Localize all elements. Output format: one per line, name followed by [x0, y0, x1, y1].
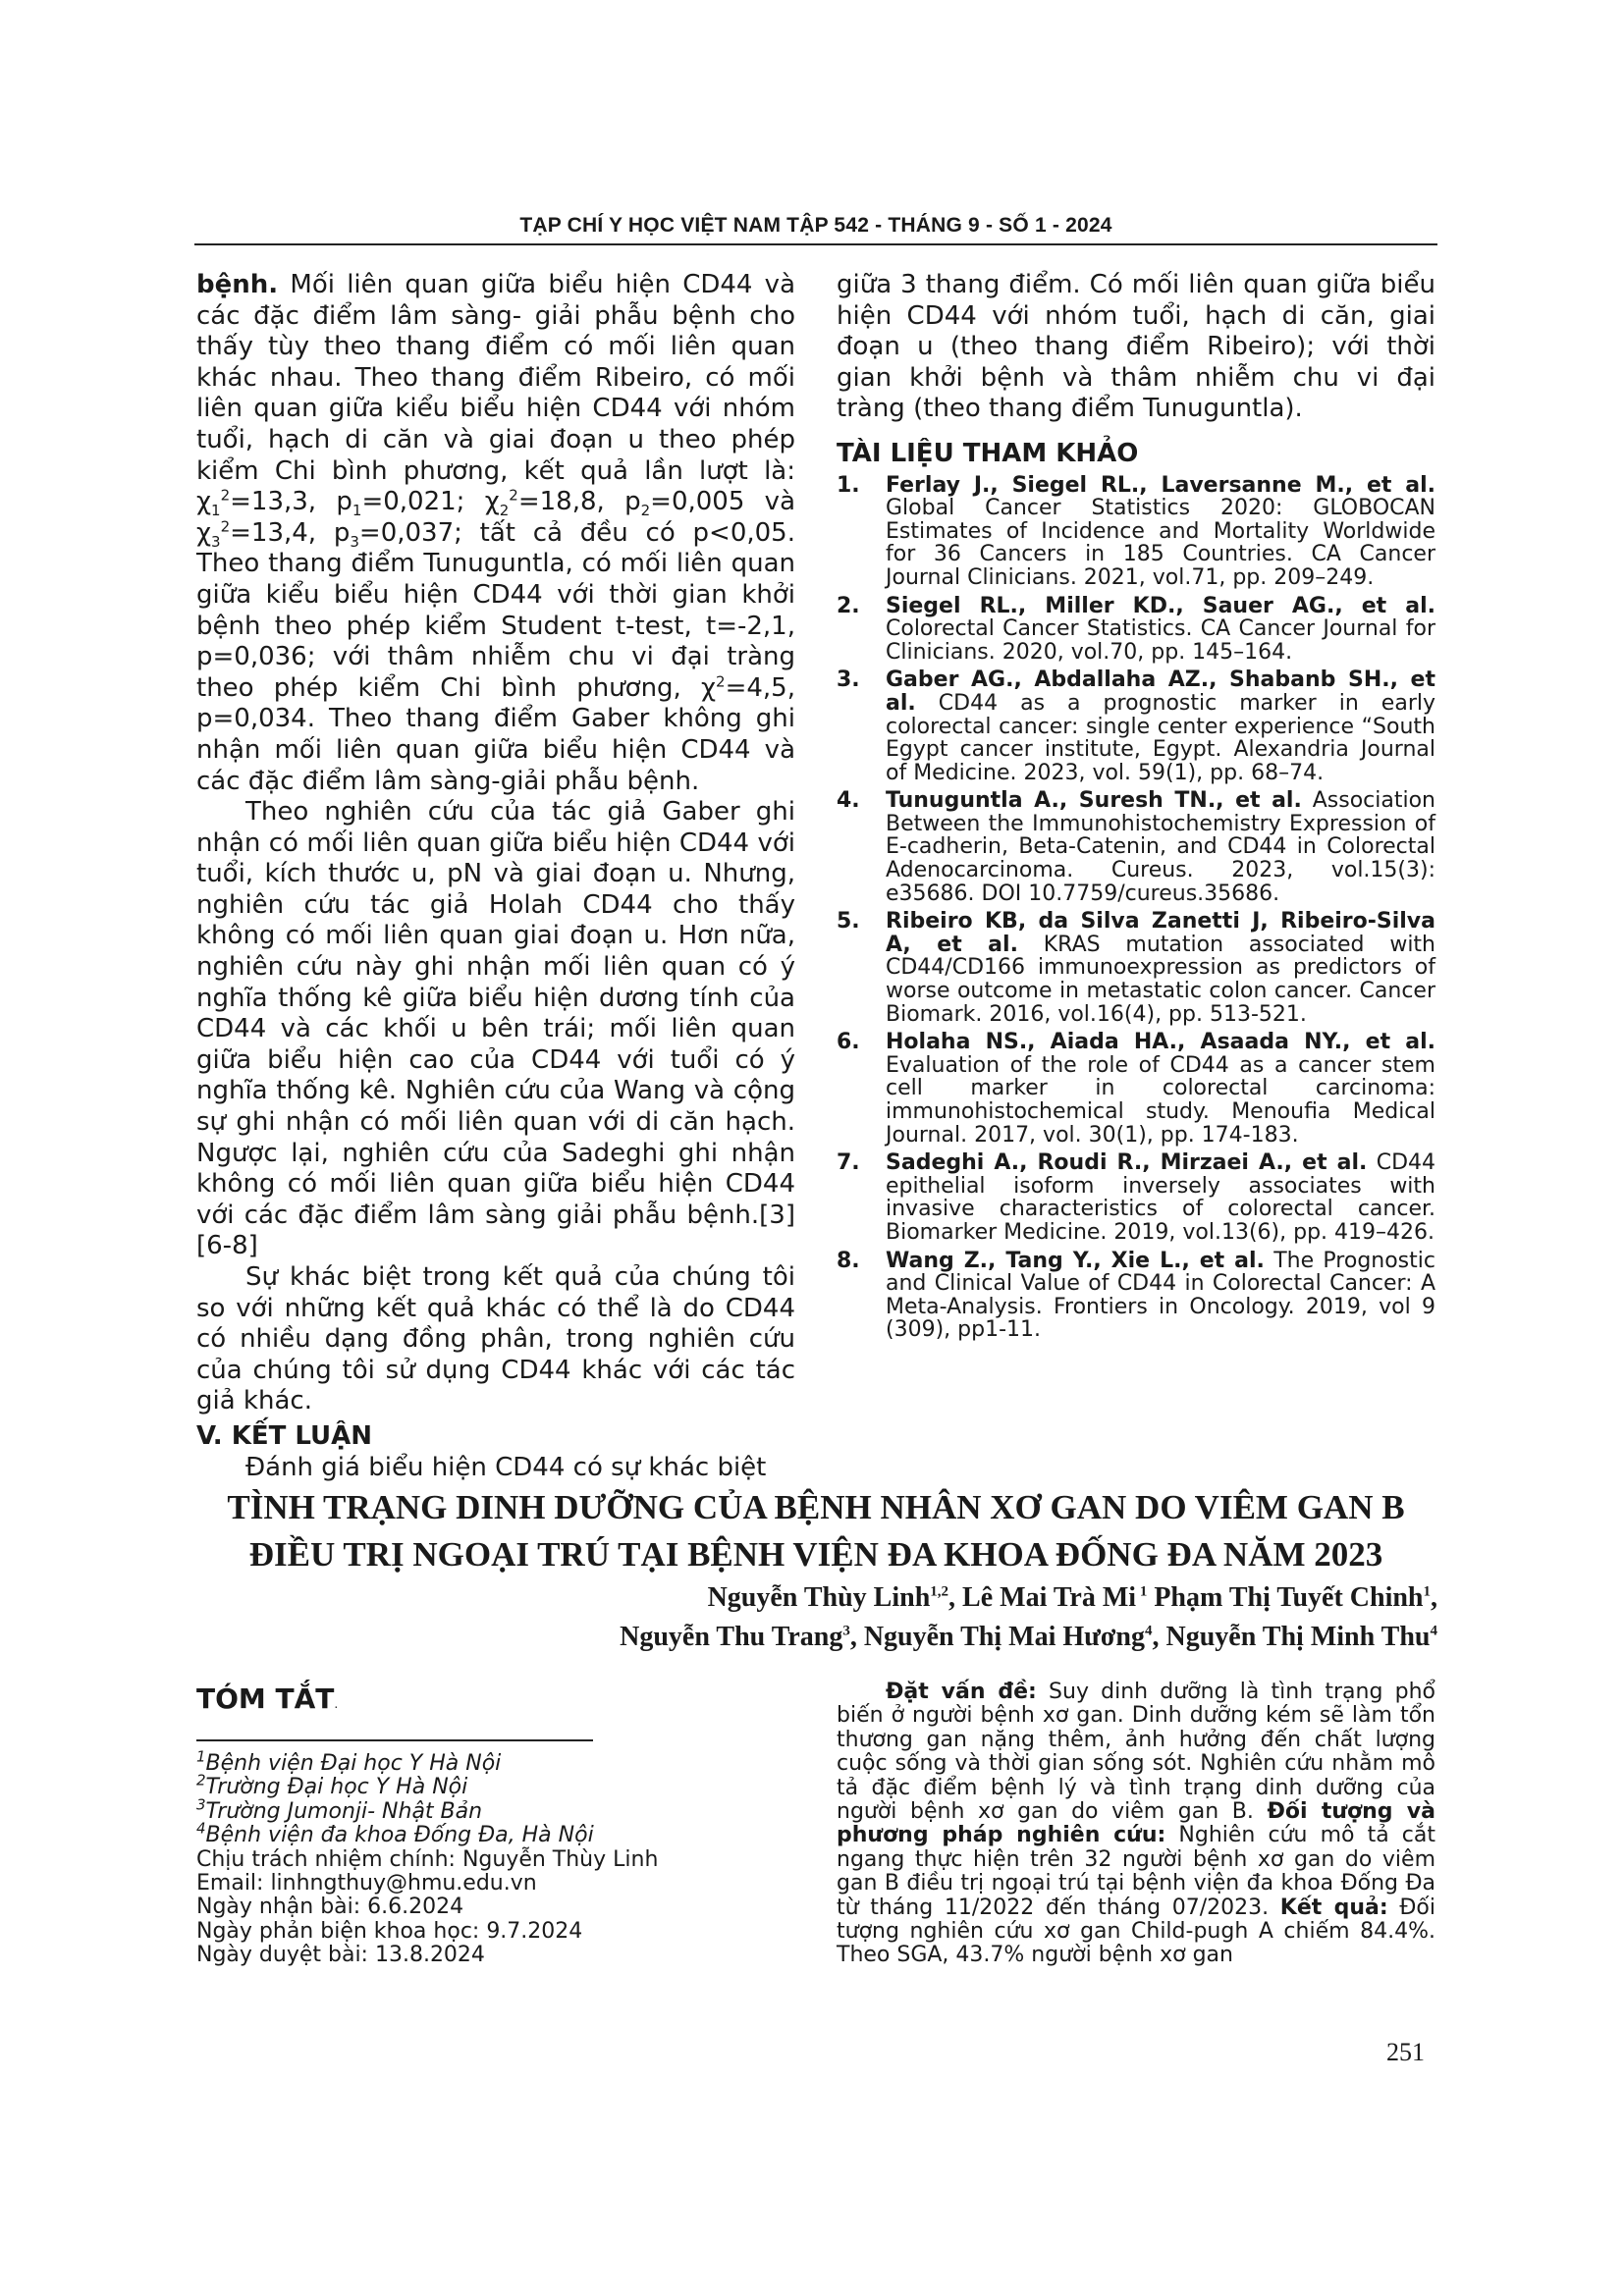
reference-item: [837, 789, 1435, 905]
right-column: [837, 270, 1435, 1347]
affiliations: [196, 1747, 746, 1968]
reference-item: [837, 1250, 1435, 1342]
section-heading-conclusion: V. KẾT LUẬN: [196, 1420, 373, 1451]
contact-line: Chịu trách nhiệm chính: Nguyễn Thùy Linh: [196, 1846, 659, 1872]
affiliation-text: Bệnh viện đa khoa Đống Đa, Hà Nội: [205, 1823, 594, 1848]
reference-text: Global Cancer Statistics 2020: GLOBOCAN Estimates of Incidence and Mortality Worldwide for 36 Cancers in 185 Countries. CA Cancer Journal Clinicians. 2021, vol.71, pp. 209–249.: [886, 496, 1435, 590]
abstract-heading: [196, 1682, 338, 1715]
affiliation-marker: 4: [196, 1819, 206, 1838]
paragraph-lead: bệnh.: [196, 270, 279, 299]
affiliation-item: [196, 1819, 746, 1848]
author-name: , Nguyễn Thị Minh Thu: [1152, 1622, 1431, 1652]
section-heading-references: TÀI LIỆU THAM KHẢO: [837, 438, 1139, 468]
subscript: 1: [211, 502, 221, 520]
reference-item: [837, 1031, 1435, 1147]
reference-authors: Wang Z., Tang Y., Xie L., et al.: [886, 1248, 1265, 1273]
reference-text: Association Between the Immunohistochemistry Expression of E-cadherin, Beta-Catenin, and CD44 in Colorectal Adenocarcinoma. Cureus. 2023, vol.15(3): e35686. DOI 10.7759/cureus.35686.: [886, 788, 1435, 906]
author-name: , Nguyễn Thị Mai Hương: [849, 1622, 1146, 1652]
paragraph-conclusion-continued: giữa 3 thang điểm. Có mối liên quan giữa biểu hiện CD44 với nhóm tuổi, hạch di căn, giai đoạn u (theo thang điểm Ribeiro); với thời gian khởi bệnh và thâm nhiễm chu vi đại tràng (theo thang điểm Tunuguntla).: [837, 270, 1435, 424]
abstract-label-background: Đặt vấn đề:: [886, 1680, 1037, 1704]
reference-authors: Ribeiro KB, da Silva Zanetti J, Ribeiro-Silva A, et al.: [886, 909, 1435, 957]
author-name: Phạm Thị Tuyết Chinh: [1147, 1582, 1424, 1613]
left-column: [196, 270, 795, 1483]
author-affiliation-marker: 1,2: [930, 1583, 949, 1600]
author-affiliation-marker: 4: [1430, 1623, 1437, 1639]
abstract-heading-text: TÓM TẮT: [196, 1682, 335, 1715]
abstract-label-results: Kết quả:: [1279, 1895, 1388, 1920]
paragraph-conclusion: Đánh giá biểu hiện CD44 có sự khác biệt: [245, 1452, 767, 1482]
reference-number: 3.: [837, 667, 860, 693]
reference-item: [837, 668, 1435, 784]
affiliation-item: [196, 1772, 746, 1800]
reference-number: 2.: [837, 593, 860, 618]
affiliation-item: [196, 1747, 746, 1776]
reference-authors: Ferlay J., Siegel RL., Laversanne M., et al.: [886, 472, 1435, 498]
affiliation-item: [196, 1795, 746, 1824]
author-list: [194, 1578, 1437, 1657]
reference-item: [837, 910, 1435, 1026]
author-name: Nguyễn Thùy Linh: [707, 1582, 931, 1613]
text-fragment: =13,4, p: [230, 517, 351, 548]
contact-info: [196, 1848, 746, 1968]
article-title-line-2: ĐIỀU TRỊ NGOẠI TRÚ TẠI BỆNH VIỆN ĐA KHOA ĐỐNG ĐA NĂM 2023: [248, 1535, 1383, 1574]
contact-line: Ngày nhận bài: 6.6.2024: [196, 1895, 464, 1920]
author-line-2: [194, 1618, 1437, 1657]
reference-number: 7.: [837, 1150, 860, 1176]
text-fragment: =0,021; χ: [361, 487, 500, 517]
author-line-1: [194, 1578, 1437, 1618]
text-fragment: =18,8, p: [517, 487, 641, 517]
superscript: 2: [716, 672, 726, 691]
author-affiliation-marker: 1: [1136, 1583, 1148, 1600]
abstract-methods-text: Nghiên cứu mô tả cắt ngang thực hiện trên 32 người bệnh xơ gan do viêm gan B điều trị ngoại trú tại bệnh viện đa khoa Đống Đa từ tháng 11/2022 đến tháng 07/2023.: [837, 1823, 1436, 1920]
affiliation-list: [196, 1747, 746, 1848]
abstract-label-methods: Đối tượng và phương pháp nghiên cứu:: [837, 1799, 1435, 1848]
reference-authors: Tunuguntla A., Suresh TN., et al.: [886, 788, 1302, 814]
reference-number: 6.: [837, 1030, 860, 1055]
reference-number: 8.: [837, 1248, 860, 1273]
subscript: 2: [640, 502, 651, 520]
reference-authors: Siegel RL., Miller KD., Sauer AG., et al.: [886, 593, 1435, 618]
author-affiliation-marker: 3: [842, 1623, 850, 1639]
affiliation-text: Bệnh viện Đại học Y Hà Nội: [205, 1751, 502, 1776]
reference-authors: Gaber AG., Abdallaha AZ., Shabanb SH., et al.: [886, 667, 1435, 716]
superscript: 2: [220, 486, 231, 505]
abstract-heading-dot: .: [334, 1697, 339, 1711]
affiliation-marker: 3: [196, 1795, 206, 1814]
author-name: ,: [1431, 1582, 1437, 1613]
reference-item: [837, 595, 1435, 665]
reference-text: CD44 as a prognostic marker in early colorectal cancer: single center experience “South Egypt cancer institute, Egypt. Alexandria Journal of Medicine. 2023, vol. 59(1), pp. 68–74.: [886, 690, 1436, 785]
text-fragment: =0,037; tất cả đều có p<0,05. Theo thang điểm Tunuguntla, có mối liên quan giữa kiểu biểu hiện CD44 với thời gian khởi bệnh theo phép kiểm Student t-test, t=-2,1, p=0,036; với thâm nhiễm chu vi đại tràng theo phép kiểm Chi bình phương, χ: [196, 517, 795, 703]
footnote-rule: [196, 1739, 593, 1741]
reference-text: KRAS mutation associated with CD44/CD166 immunoexpression as predictors of worse outcome in metastatic colon cancer. Cancer Biomark. 2016, vol.16(4), pp. 513-521.: [886, 932, 1435, 1027]
paragraph-results-summary: [196, 270, 795, 797]
paragraph-comparison: Theo nghiên cứu của tác giả Gaber ghi nhận có mối liên quan giữa biểu hiện CD44 với tuổi, kích thước u, pN và giai đoạn u. Nhưng, nghiên cứu tác giả Holah CD44 cho thấy không có mối liên quan giai đoạn u. Hơn nữa, nghiên cứu này ghi nhận mối liên quan có ý nghĩa thống kê giữa biểu hiện dương tính của CD44 và các khối u bên trái; mối liên quan giữa biểu hiện cao của CD44 với tuổi có ý nghĩa thống kê. Nghiên cứu của Wang và cộng sự ghi nhận có mối liên quan với di căn hạch. Ngược lại, nghiên cứu của Sadeghi ghi nhận không có mối liên quan giữa biểu hiện CD44 với các đặc điểm lâm sàng giải phẫu bệnh.[3][6-8]: [196, 797, 795, 1261]
subscript: 1: [352, 502, 362, 520]
abstract-body: [837, 1681, 1435, 1968]
superscript: 2: [220, 517, 231, 536]
author-affiliation-marker: 1: [1423, 1583, 1431, 1600]
article-title-line-1: TÌNH TRẠNG DINH DƯỠNG CỦA BỆNH NHÂN XƠ GAN DO VIÊM GAN B: [227, 1488, 1405, 1526]
affiliation-marker: 2: [196, 1772, 206, 1790]
superscript: 2: [509, 486, 518, 505]
affiliation-text: Trường Jumonji- Nhật Bản: [205, 1798, 483, 1824]
page-number: 251: [1386, 2038, 1425, 2066]
journal-header: TẠP CHÍ Y HỌC VIỆT NAM TẬP 542 - THÁNG 9 - SỐ 1 - 2024: [519, 214, 1112, 237]
reference-number: 5.: [837, 909, 860, 934]
author-name: , Lê Mai Trà Mi: [948, 1582, 1137, 1613]
reference-authors: Holaha NS., Aiada HA., Asaada NY., et al.: [886, 1030, 1435, 1055]
abstract-background-text: Suy dinh dưỡng là tình trạng phổ biến ở người bệnh xơ gan. Dinh dưỡng kém sẽ làm tổn thương gan nặng thêm, ảnh hưởng đến chất lượng cuộc sống và thời gian sống sót. Nghiên cứu nhằm mô tả đặc điểm bệnh lý và tình trạng dinh dưỡng của người bệnh xơ gan do viêm gan B.: [837, 1680, 1435, 1825]
contact-line: Email: linhngthuy@hmu.edu.vn: [196, 1871, 537, 1896]
author-affiliation-marker: 4: [1145, 1623, 1153, 1639]
text-fragment: =4,5, p=0,034. Theo thang điểm Gaber không ghi nhận mối liên quan giữa biểu hiện CD44 và các đặc điểm lâm sàng-giải phẫu bệnh.: [196, 672, 795, 796]
subscript: 3: [211, 532, 221, 551]
text-fragment: =13,3, p: [230, 487, 352, 517]
paragraph-difference: Sự khác biệt trong kết quả của chúng tôi so với những kết quả khác có thể là do CD44 có nhiều dạng đồng phân, trong nghiên cứu của chúng tôi sử dụng CD44 khác với các tác giả khác.: [196, 1262, 795, 1416]
reference-authors: Sadeghi A., Roudi R., Mirzaei A., et al.: [886, 1150, 1368, 1176]
subscript: 3: [350, 532, 359, 551]
reference-number: 4.: [837, 788, 860, 814]
text-fragment: =0,005 và χ: [196, 487, 796, 548]
reference-list: [837, 474, 1435, 1342]
reference-text: The Prognostic and Clinical Value of CD44 in Colorectal Cancer: A Meta-Analysis. Frontiers in Oncology. 2019, vol 9 (309), pp1-11.: [886, 1248, 1435, 1343]
reference-item: [837, 1151, 1435, 1244]
reference-text: Colorectal Cancer Statistics. CA Cancer Journal for Clinicians. 2020, vol.70, pp. 145–164.: [886, 616, 1435, 665]
article-title: [194, 1484, 1437, 1578]
contact-line: Ngày phản biện khoa học: 9.7.2024: [196, 1918, 583, 1944]
reference-item: [837, 474, 1435, 590]
affiliation-text: Trường Đại học Y Hà Nội: [205, 1775, 468, 1800]
reference-text: Evaluation of the role of CD44 as a cancer stem cell marker in colorectal carcinoma: immunohistochemical study. Menoufia Medical Journal. 2017, vol. 30(1), pp. 174-183.: [886, 1052, 1435, 1148]
text-fragment: Mối liên quan giữa biểu hiện CD44 và các đặc điểm lâm sàng- giải phẫu bệnh cho thấy tùy theo thang điểm có mối liên quan khác nhau. Theo thang điểm Ribeiro, có mối liên quan giữa kiểu biểu hiện CD44 với nhóm tuổi, hạch di căn và giai đoạn u theo phép kiểm Chi bình phương, kết quả lần lượt là: χ: [196, 270, 795, 517]
header-rule: [194, 243, 1437, 245]
abstract-results-text: Đối tượng nghiên cứu xơ gan Child-pugh A chiếm 84.4%. Theo SGA, 43.7% người bệnh xơ gan: [837, 1895, 1435, 1968]
reference-text: CD44 epithelial isoform inversely associates with invasive characteristics of colorectal cancer. Biomarker Medicine. 2019, vol.13(6), pp. 419–426.: [886, 1150, 1436, 1245]
author-name: Nguyễn Thu Trang: [620, 1622, 843, 1652]
affiliation-marker: 1: [196, 1747, 206, 1766]
subscript: 2: [499, 502, 510, 520]
contact-line: Ngày duyệt bài: 13.8.2024: [196, 1943, 485, 1968]
reference-number: 1.: [837, 472, 860, 498]
